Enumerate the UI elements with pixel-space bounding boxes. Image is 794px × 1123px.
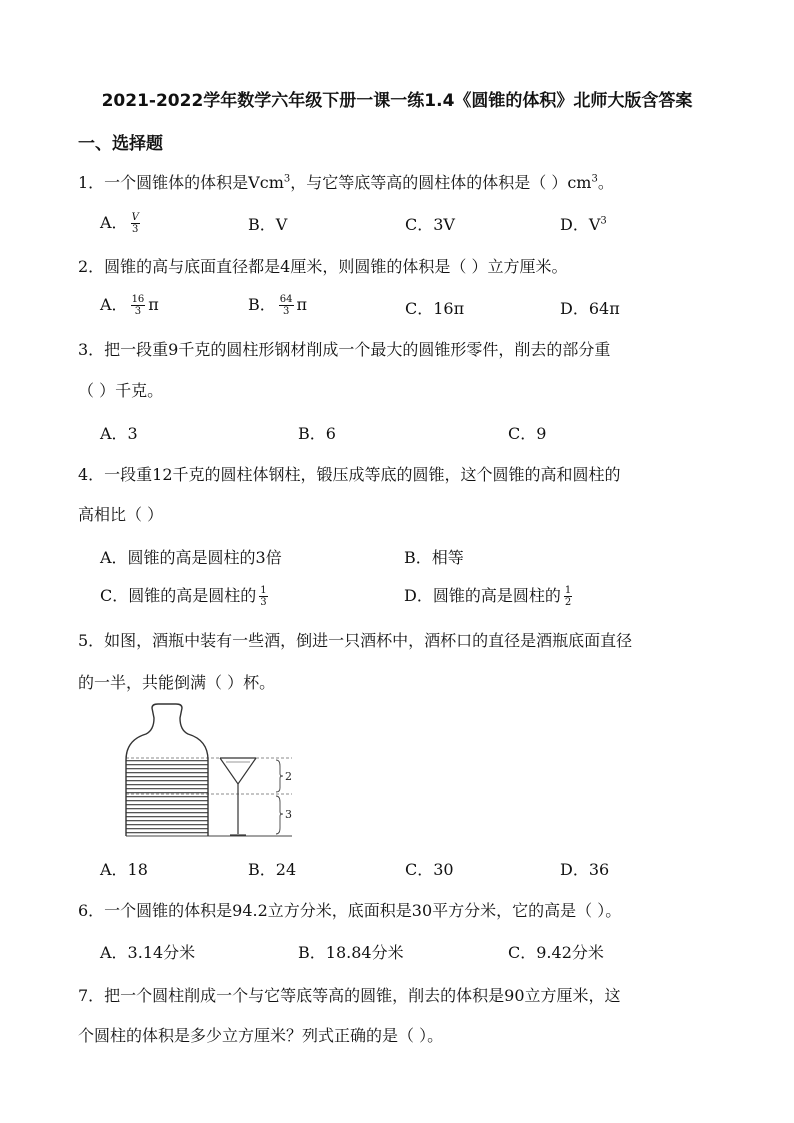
q4-option-c-fraction bbox=[259, 585, 267, 608]
q4-option-b: B．相等 bbox=[404, 548, 464, 567]
q4-option-a: A．圆锥的高是圆柱的3倍 bbox=[100, 548, 282, 567]
q5-option-a: A．18 bbox=[100, 860, 148, 879]
bottle-liquid bbox=[126, 758, 208, 836]
fraction-numerator: 64 bbox=[279, 294, 293, 305]
question-5-stem-line1: 5．如图，酒瓶中装有一些酒，倒进一只酒杯中，酒杯口的直径是酒瓶底面直径 bbox=[78, 631, 633, 650]
q1-sup-b: 3 bbox=[591, 173, 598, 185]
q5-option-b: B．24 bbox=[248, 860, 297, 879]
bottle-and-glass-figure bbox=[96, 700, 306, 842]
fraction-denominator: 3 bbox=[260, 597, 267, 608]
page-title: 2021-2022学年数学六年级下册一课一练1.4《圆锥的体积》北师大版含答案 bbox=[101, 91, 693, 111]
q3-option-c: C．9 bbox=[508, 424, 547, 443]
question-5-stem-line2: 的一半，共能倒满（ ）杯。 bbox=[78, 673, 276, 692]
question-7-stem-line1: 7．把一个圆柱削成一个与它等底等高的圆锥，削去的体积是90立方厘米，这 bbox=[78, 986, 621, 1005]
fraction-denominator: 3 bbox=[134, 306, 142, 317]
q2-option-b-fraction bbox=[279, 294, 294, 317]
q1-option-a-letter: A． bbox=[100, 213, 128, 232]
q2-option-d: D．64π bbox=[560, 299, 620, 318]
brace-bottom bbox=[276, 796, 283, 834]
fraction-numerator: 1 bbox=[564, 585, 572, 596]
q2-option-a bbox=[100, 292, 159, 317]
brace-top bbox=[276, 760, 283, 792]
q4-option-c bbox=[100, 583, 271, 608]
question-4-stem-line1: 4．一段重12千克的圆柱体钢柱，锻压成等底的圆锥，这个圆锥的高和圆柱的 bbox=[78, 465, 621, 484]
fraction-denominator: 2 bbox=[564, 597, 572, 608]
q6-option-c: C．9.42分米 bbox=[508, 943, 604, 962]
q4-option-c-text: C．圆锥的高是圆柱的 bbox=[100, 586, 257, 605]
q5-option-c: C．30 bbox=[405, 860, 454, 879]
q1-text-b: ，与它等底等高的圆柱体的体积是（ ）cm bbox=[290, 173, 592, 192]
question-3-stem-line2: （ ）千克。 bbox=[78, 381, 164, 400]
q2-option-b-pi: π bbox=[296, 295, 308, 314]
q4-option-d-fraction bbox=[564, 585, 572, 608]
fraction-numerator: V bbox=[131, 212, 139, 223]
q2-option-b-letter: B． bbox=[248, 295, 276, 314]
q1-option-d-text: D．V bbox=[560, 215, 601, 234]
q2-option-a-pi: π bbox=[148, 295, 159, 314]
q1-option-a-fraction bbox=[131, 212, 140, 235]
q3-option-a: A．3 bbox=[100, 424, 138, 443]
question-3-stem-line1: 3．把一段重9千克的圆柱形钢材削成一个最大的圆锥形零件，削去的部分重 bbox=[78, 340, 611, 359]
q1-option-d-sup: 3 bbox=[600, 215, 607, 227]
q4-option-d-text: D．圆锥的高是圆柱的 bbox=[404, 586, 561, 605]
q1-text-a: 1．一个圆锥体的体积是Vcm bbox=[78, 173, 284, 192]
q4-option-d bbox=[404, 583, 575, 608]
q6-option-b: B．18.84分米 bbox=[298, 943, 404, 962]
question-7-stem-line2: 个圆柱的体积是多少立方厘米？列式正确的是（ ）。 bbox=[78, 1026, 444, 1045]
q3-option-b: B．6 bbox=[298, 424, 336, 443]
fraction-denominator: 3 bbox=[282, 306, 290, 317]
figure-label-top: 2 bbox=[285, 770, 292, 783]
q1-sup-a: 3 bbox=[283, 173, 291, 185]
q2-option-a-fraction bbox=[131, 294, 146, 317]
fraction-denominator: 3 bbox=[131, 224, 139, 235]
figure-label-bottom: 3 bbox=[285, 808, 292, 821]
question-4-stem-line2: 高相比（ ） bbox=[78, 505, 164, 524]
fraction-numerator: 16 bbox=[131, 294, 145, 305]
q1-option-d bbox=[560, 212, 607, 235]
section-heading: 一、选择题 bbox=[78, 134, 163, 154]
question-6-stem: 6．一个圆锥的体积是94.2立方分米，底面积是30平方分米，它的高是（ ）。 bbox=[78, 901, 622, 920]
question-1-stem bbox=[78, 170, 614, 193]
fraction-numerator: 1 bbox=[260, 585, 267, 596]
q1-option-b: B．V bbox=[248, 215, 288, 234]
q1-option-c: C．3V bbox=[405, 215, 455, 234]
q5-option-d: D．36 bbox=[560, 860, 610, 879]
q2-option-b bbox=[248, 292, 307, 317]
q6-option-a: A．3.14分米 bbox=[100, 943, 196, 962]
q2-option-c: C．16π bbox=[405, 299, 465, 318]
q1-text-c: 。 bbox=[597, 173, 614, 192]
q1-option-a bbox=[100, 210, 143, 235]
question-2-stem: 2．圆锥的高与底面直径都是4厘米，则圆锥的体积是（ ）立方厘米。 bbox=[78, 257, 568, 276]
q2-option-a-letter: A． bbox=[100, 295, 128, 314]
